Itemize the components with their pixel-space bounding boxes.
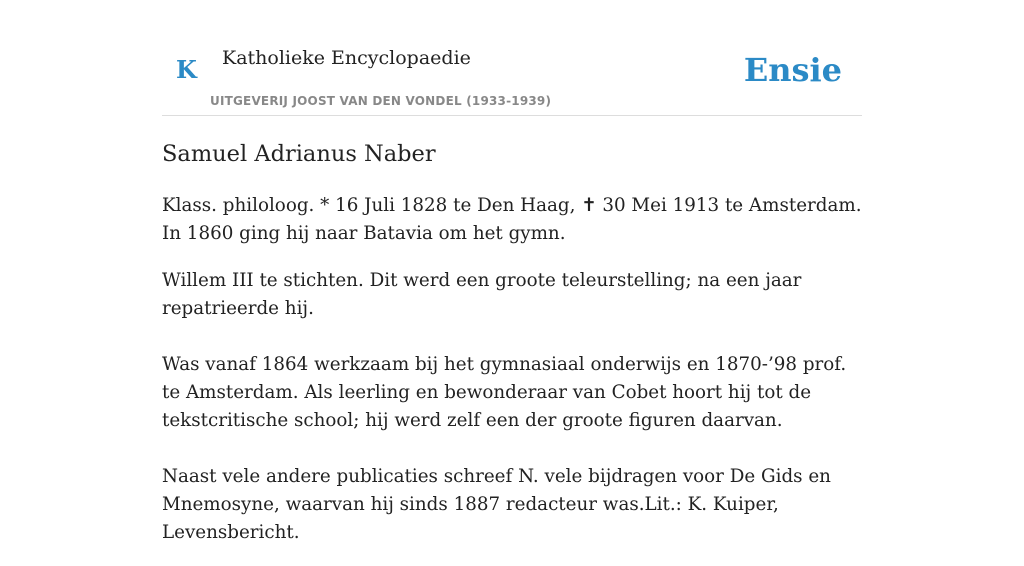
article-paragraph: Naast vele andere publicaties schreef N. vele bijdragen voor De Gids en Mnemosyne, waarvan hij sinds 1887 redacteur was.Lit.: K. Kuiper, Levensbericht. <box>162 466 831 543</box>
article-body <box>162 192 862 566</box>
article-paragraph: Was vanaf 1864 werkzaam bij het gymnasiaal onderwijs en 1870-’98 prof. te Amsterdam. Als leerling en bewonderaar van Cobet hoort hij tot de tekstcritische school; hij werd zelf een der groote figuren daarvan. <box>162 354 847 431</box>
site-logo[interactable]: K <box>176 55 197 84</box>
article-paragraph: Klass. philoloog. * 16 Juli 1828 te Den Haag, ✝ 30 Mei 1913 te Amsterdam. In 1860 ging hij naar Batavia om het gymn. <box>162 195 862 244</box>
publisher-subtitle: UITGEVERIJ JOOST VAN DEN VONDEL (1933-1939) <box>210 94 552 108</box>
page <box>162 0 862 543</box>
site-title-link[interactable]: Katholieke Encyclopaedie <box>222 47 471 69</box>
site-header <box>162 0 862 116</box>
article-paragraph: Willem III te stichten. Dit werd een groote teleurstelling; na een jaar repatrieerde hij. <box>162 270 802 319</box>
article-title: Samuel Adrianus Naber <box>162 141 436 167</box>
ensie-brand-link[interactable]: Ensie <box>743 51 842 89</box>
